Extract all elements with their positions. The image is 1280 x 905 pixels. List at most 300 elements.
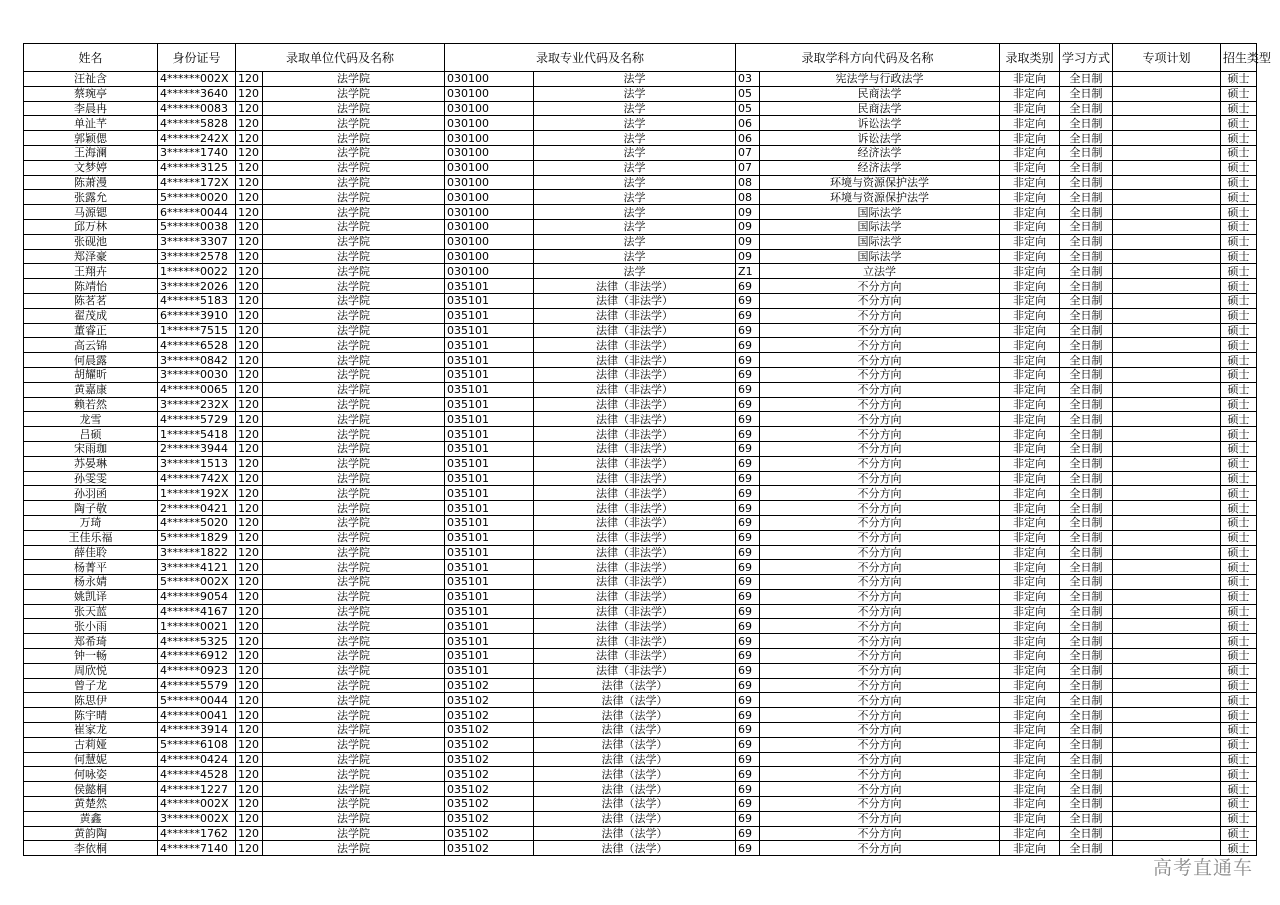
cell-major-name: 法律（法学）: [534, 826, 736, 841]
cell-name: 张天蓝: [24, 604, 158, 619]
cell-special-plan: [1113, 175, 1221, 190]
cell-direction-code: 69: [736, 397, 760, 412]
cell-major-code: 035101: [445, 604, 534, 619]
header-unit: 录取单位代码及名称: [236, 44, 445, 72]
cell-enrollment-type: 硕士: [1221, 663, 1257, 678]
table-row: [24, 723, 1257, 738]
cell-name: 万琦: [24, 515, 158, 530]
table-row: [24, 131, 1257, 146]
cell-unit-code: 120: [236, 190, 263, 205]
cell-unit-code: 120: [236, 471, 263, 486]
table-row: [24, 560, 1257, 575]
cell-name: 张露允: [24, 190, 158, 205]
cell-study-mode: 全日制: [1060, 752, 1113, 767]
cell-direction-code: 09: [736, 234, 760, 249]
cell-id-number: 4******4167: [158, 604, 236, 619]
cell-admission-type: 非定向: [1000, 441, 1060, 456]
table-row: [24, 619, 1257, 634]
cell-enrollment-type: 硕士: [1221, 515, 1257, 530]
cell-unit-code: 120: [236, 367, 263, 382]
cell-id-number: 4******002X: [158, 72, 236, 87]
cell-study-mode: 全日制: [1060, 160, 1113, 175]
cell-direction-code: 69: [736, 456, 760, 471]
cell-enrollment-type: 硕士: [1221, 367, 1257, 382]
cell-admission-type: 非定向: [1000, 841, 1060, 856]
cell-study-mode: 全日制: [1060, 101, 1113, 116]
cell-id-number: 2******3944: [158, 441, 236, 456]
cell-name: 杨永婧: [24, 575, 158, 590]
cell-direction-name: 民商法学: [760, 101, 1000, 116]
cell-id-number: 3******3307: [158, 234, 236, 249]
cell-study-mode: 全日制: [1060, 205, 1113, 220]
cell-id-number: 4******4528: [158, 767, 236, 782]
cell-enrollment-type: 硕士: [1221, 382, 1257, 397]
cell-name: 龙雪: [24, 412, 158, 427]
cell-special-plan: [1113, 234, 1221, 249]
cell-name: 李晨冉: [24, 101, 158, 116]
cell-unit-name: 法学院: [263, 604, 445, 619]
cell-major-code: 035101: [445, 412, 534, 427]
table-row: [24, 219, 1257, 234]
cell-unit-code: 120: [236, 293, 263, 308]
cell-unit-name: 法学院: [263, 382, 445, 397]
cell-name: 马源锶: [24, 205, 158, 220]
table-row: [24, 678, 1257, 693]
cell-unit-name: 法学院: [263, 782, 445, 797]
cell-id-number: 6******3910: [158, 308, 236, 323]
cell-special-plan: [1113, 486, 1221, 501]
watermark-text: 高考直通车: [1152, 857, 1253, 879]
cell-enrollment-type: 硕士: [1221, 575, 1257, 590]
cell-name: 宋雨珈: [24, 441, 158, 456]
cell-unit-code: 120: [236, 86, 263, 101]
cell-major-code: 035102: [445, 737, 534, 752]
table-row: [24, 190, 1257, 205]
cell-id-number: 4******7140: [158, 841, 236, 856]
cell-name: 胡耀昕: [24, 367, 158, 382]
cell-unit-code: 120: [236, 486, 263, 501]
cell-study-mode: 全日制: [1060, 515, 1113, 530]
cell-study-mode: 全日制: [1060, 782, 1113, 797]
cell-direction-name: 宪法学与行政法学: [760, 72, 1000, 87]
cell-special-plan: [1113, 427, 1221, 442]
cell-direction-code: 69: [736, 841, 760, 856]
cell-direction-name: 不分方向: [760, 663, 1000, 678]
cell-unit-name: 法学院: [263, 397, 445, 412]
cell-major-name: 法律（法学）: [534, 797, 736, 812]
cell-study-mode: 全日制: [1060, 589, 1113, 604]
cell-study-mode: 全日制: [1060, 86, 1113, 101]
cell-direction-name: 不分方向: [760, 501, 1000, 516]
cell-id-number: 4******1227: [158, 782, 236, 797]
cell-special-plan: [1113, 767, 1221, 782]
cell-study-mode: 全日制: [1060, 131, 1113, 146]
cell-admission-type: 非定向: [1000, 752, 1060, 767]
cell-major-name: 法学: [534, 190, 736, 205]
cell-admission-type: 非定向: [1000, 308, 1060, 323]
cell-special-plan: [1113, 782, 1221, 797]
cell-admission-type: 非定向: [1000, 663, 1060, 678]
cell-unit-name: 法学院: [263, 826, 445, 841]
cell-study-mode: 全日制: [1060, 501, 1113, 516]
cell-enrollment-type: 硕士: [1221, 145, 1257, 160]
cell-unit-code: 120: [236, 308, 263, 323]
cell-name: 郑泽豪: [24, 249, 158, 264]
cell-unit-name: 法学院: [263, 752, 445, 767]
cell-major-code: 035102: [445, 678, 534, 693]
cell-major-name: 法学: [534, 145, 736, 160]
cell-name: 周欣悦: [24, 663, 158, 678]
cell-direction-name: 民商法学: [760, 86, 1000, 101]
cell-direction-name: 经济法学: [760, 145, 1000, 160]
cell-admission-type: 非定向: [1000, 427, 1060, 442]
cell-direction-name: 不分方向: [760, 737, 1000, 752]
cell-direction-code: 69: [736, 619, 760, 634]
cell-unit-name: 法学院: [263, 589, 445, 604]
cell-name: 陶子敬: [24, 501, 158, 516]
cell-major-name: 法律（非法学）: [534, 619, 736, 634]
cell-unit-name: 法学院: [263, 530, 445, 545]
cell-id-number: 4******742X: [158, 471, 236, 486]
table-row: [24, 841, 1257, 856]
cell-enrollment-type: 硕士: [1221, 841, 1257, 856]
cell-name: 赖若然: [24, 397, 158, 412]
table-row: [24, 811, 1257, 826]
cell-direction-name: 不分方向: [760, 708, 1000, 723]
cell-major-code: 035101: [445, 382, 534, 397]
cell-direction-name: 不分方向: [760, 323, 1000, 338]
cell-major-name: 法律（非法学）: [534, 308, 736, 323]
cell-unit-code: 120: [236, 604, 263, 619]
cell-enrollment-type: 硕士: [1221, 101, 1257, 116]
cell-major-name: 法学: [534, 175, 736, 190]
cell-major-code: 030100: [445, 249, 534, 264]
cell-study-mode: 全日制: [1060, 767, 1113, 782]
cell-name: 何咏姿: [24, 767, 158, 782]
cell-study-mode: 全日制: [1060, 175, 1113, 190]
cell-major-code: 030100: [445, 86, 534, 101]
cell-enrollment-type: 硕士: [1221, 634, 1257, 649]
cell-special-plan: [1113, 678, 1221, 693]
cell-admission-type: 非定向: [1000, 293, 1060, 308]
cell-major-code: 035102: [445, 708, 534, 723]
cell-study-mode: 全日制: [1060, 797, 1113, 812]
cell-major-code: 030100: [445, 131, 534, 146]
cell-name: 侯懿桐: [24, 782, 158, 797]
cell-unit-name: 法学院: [263, 190, 445, 205]
cell-direction-name: 不分方向: [760, 811, 1000, 826]
cell-major-name: 法律（非法学）: [534, 589, 736, 604]
cell-unit-code: 120: [236, 234, 263, 249]
cell-major-code: 035102: [445, 767, 534, 782]
table-row: [24, 293, 1257, 308]
cell-direction-code: 69: [736, 323, 760, 338]
cell-admission-type: 非定向: [1000, 619, 1060, 634]
cell-enrollment-type: 硕士: [1221, 693, 1257, 708]
table-row: [24, 427, 1257, 442]
cell-id-number: 1******5418: [158, 427, 236, 442]
cell-enrollment-type: 硕士: [1221, 486, 1257, 501]
cell-name: 文梦婷: [24, 160, 158, 175]
cell-unit-name: 法学院: [263, 234, 445, 249]
cell-admission-type: 非定向: [1000, 353, 1060, 368]
cell-direction-code: 69: [736, 693, 760, 708]
cell-special-plan: [1113, 604, 1221, 619]
cell-admission-type: 非定向: [1000, 678, 1060, 693]
cell-study-mode: 全日制: [1060, 649, 1113, 664]
cell-admission-type: 非定向: [1000, 397, 1060, 412]
cell-enrollment-type: 硕士: [1221, 412, 1257, 427]
cell-direction-code: 69: [736, 353, 760, 368]
cell-id-number: 4******3914: [158, 723, 236, 738]
cell-id-number: 4******5729: [158, 412, 236, 427]
cell-special-plan: [1113, 382, 1221, 397]
cell-name: 吕硕: [24, 427, 158, 442]
cell-unit-code: 120: [236, 219, 263, 234]
cell-admission-type: 非定向: [1000, 72, 1060, 87]
cell-study-mode: 全日制: [1060, 545, 1113, 560]
cell-id-number: 3******1740: [158, 145, 236, 160]
cell-direction-code: 69: [736, 723, 760, 738]
cell-major-code: 035101: [445, 471, 534, 486]
cell-admission-type: 非定向: [1000, 723, 1060, 738]
cell-special-plan: [1113, 441, 1221, 456]
cell-major-name: 法律（法学）: [534, 811, 736, 826]
cell-id-number: 2******0421: [158, 501, 236, 516]
cell-unit-name: 法学院: [263, 131, 445, 146]
table-row: [24, 486, 1257, 501]
cell-study-mode: 全日制: [1060, 293, 1113, 308]
cell-enrollment-type: 硕士: [1221, 397, 1257, 412]
table-row: [24, 264, 1257, 279]
cell-major-code: 030100: [445, 190, 534, 205]
cell-study-mode: 全日制: [1060, 264, 1113, 279]
cell-study-mode: 全日制: [1060, 382, 1113, 397]
cell-special-plan: [1113, 219, 1221, 234]
cell-major-code: 035102: [445, 811, 534, 826]
table-row: [24, 708, 1257, 723]
cell-major-name: 法律（非法学）: [534, 545, 736, 560]
cell-unit-name: 法学院: [263, 427, 445, 442]
cell-special-plan: [1113, 589, 1221, 604]
cell-study-mode: 全日制: [1060, 723, 1113, 738]
cell-study-mode: 全日制: [1060, 737, 1113, 752]
cell-enrollment-type: 硕士: [1221, 234, 1257, 249]
table-row: [24, 234, 1257, 249]
cell-direction-name: 不分方向: [760, 279, 1000, 294]
cell-enrollment-type: 硕士: [1221, 456, 1257, 471]
cell-study-mode: 全日制: [1060, 397, 1113, 412]
cell-enrollment-type: 硕士: [1221, 545, 1257, 560]
cell-enrollment-type: 硕士: [1221, 116, 1257, 131]
cell-unit-code: 120: [236, 634, 263, 649]
cell-direction-name: 不分方向: [760, 367, 1000, 382]
cell-unit-code: 120: [236, 560, 263, 575]
cell-special-plan: [1113, 663, 1221, 678]
table-row: [24, 412, 1257, 427]
cell-direction-code: 09: [736, 219, 760, 234]
table-row: [24, 382, 1257, 397]
cell-study-mode: 全日制: [1060, 560, 1113, 575]
table-row: [24, 634, 1257, 649]
cell-direction-code: 69: [736, 589, 760, 604]
table-row: [24, 530, 1257, 545]
cell-major-code: 035101: [445, 427, 534, 442]
cell-unit-code: 120: [236, 72, 263, 87]
admission-table: [23, 43, 1272, 856]
cell-direction-code: 69: [736, 604, 760, 619]
table-row: [24, 471, 1257, 486]
cell-major-code: 035101: [445, 501, 534, 516]
cell-major-code: 030100: [445, 160, 534, 175]
cell-enrollment-type: 硕士: [1221, 264, 1257, 279]
cell-major-code: 035101: [445, 353, 534, 368]
table-row: [24, 737, 1257, 752]
cell-enrollment-type: 硕士: [1221, 649, 1257, 664]
cell-unit-name: 法学院: [263, 101, 445, 116]
cell-major-name: 法学: [534, 205, 736, 220]
cell-direction-name: 立法学: [760, 264, 1000, 279]
table-row: [24, 441, 1257, 456]
cell-special-plan: [1113, 619, 1221, 634]
cell-major-code: 035101: [445, 279, 534, 294]
cell-unit-name: 法学院: [263, 441, 445, 456]
cell-enrollment-type: 硕士: [1221, 308, 1257, 323]
cell-direction-name: 不分方向: [760, 441, 1000, 456]
cell-study-mode: 全日制: [1060, 619, 1113, 634]
cell-direction-name: 环境与资源保护法学: [760, 175, 1000, 190]
cell-enrollment-type: 硕士: [1221, 604, 1257, 619]
cell-unit-name: 法学院: [263, 649, 445, 664]
cell-study-mode: 全日制: [1060, 634, 1113, 649]
cell-major-name: 法律（法学）: [534, 737, 736, 752]
cell-major-name: 法律（非法学）: [534, 471, 736, 486]
cell-direction-name: 不分方向: [760, 412, 1000, 427]
cell-major-name: 法律（非法学）: [534, 515, 736, 530]
cell-major-code: 035101: [445, 545, 534, 560]
cell-enrollment-type: 硕士: [1221, 471, 1257, 486]
cell-direction-code: 69: [736, 575, 760, 590]
cell-enrollment-type: 硕士: [1221, 249, 1257, 264]
cell-direction-code: 69: [736, 515, 760, 530]
cell-direction-code: 08: [736, 175, 760, 190]
table-row: [24, 249, 1257, 264]
cell-unit-name: 法学院: [263, 279, 445, 294]
cell-special-plan: [1113, 649, 1221, 664]
cell-special-plan: [1113, 101, 1221, 116]
cell-name: 苏晏琳: [24, 456, 158, 471]
cell-study-mode: 全日制: [1060, 427, 1113, 442]
cell-unit-name: 法学院: [263, 264, 445, 279]
cell-admission-type: 非定向: [1000, 708, 1060, 723]
header-id-number: 身份证号: [158, 44, 236, 72]
cell-enrollment-type: 硕士: [1221, 501, 1257, 516]
cell-unit-code: 120: [236, 323, 263, 338]
cell-direction-name: 不分方向: [760, 382, 1000, 397]
cell-unit-name: 法学院: [263, 308, 445, 323]
cell-study-mode: 全日制: [1060, 308, 1113, 323]
cell-name: 曾子龙: [24, 678, 158, 693]
cell-enrollment-type: 硕士: [1221, 338, 1257, 353]
cell-direction-name: 不分方向: [760, 841, 1000, 856]
cell-admission-type: 非定向: [1000, 530, 1060, 545]
table-row: [24, 545, 1257, 560]
cell-admission-type: 非定向: [1000, 649, 1060, 664]
cell-major-name: 法律（法学）: [534, 708, 736, 723]
cell-special-plan: [1113, 249, 1221, 264]
cell-enrollment-type: 硕士: [1221, 175, 1257, 190]
cell-direction-code: 69: [736, 367, 760, 382]
cell-study-mode: 全日制: [1060, 693, 1113, 708]
cell-name: 董睿正: [24, 323, 158, 338]
cell-special-plan: [1113, 575, 1221, 590]
cell-major-name: 法律（法学）: [534, 678, 736, 693]
table-row: [24, 101, 1257, 116]
cell-unit-code: 120: [236, 441, 263, 456]
cell-major-code: 035101: [445, 456, 534, 471]
cell-special-plan: [1113, 811, 1221, 826]
cell-enrollment-type: 硕士: [1221, 797, 1257, 812]
cell-admission-type: 非定向: [1000, 826, 1060, 841]
cell-unit-name: 法学院: [263, 678, 445, 693]
cell-unit-code: 120: [236, 752, 263, 767]
cell-unit-name: 法学院: [263, 323, 445, 338]
cell-major-name: 法律（非法学）: [534, 353, 736, 368]
table-row: [24, 145, 1257, 160]
cell-unit-code: 120: [236, 826, 263, 841]
cell-name: 杨菁平: [24, 560, 158, 575]
header-name: 姓名: [24, 44, 158, 72]
cell-special-plan: [1113, 367, 1221, 382]
cell-unit-name: 法学院: [263, 86, 445, 101]
cell-id-number: 5******0038: [158, 219, 236, 234]
cell-id-number: 3******2578: [158, 249, 236, 264]
cell-admission-type: 非定向: [1000, 501, 1060, 516]
cell-major-code: 030100: [445, 175, 534, 190]
cell-id-number: 4******1762: [158, 826, 236, 841]
cell-unit-code: 120: [236, 145, 263, 160]
cell-major-name: 法律（非法学）: [534, 441, 736, 456]
cell-admission-type: 非定向: [1000, 575, 1060, 590]
cell-id-number: 3******232X: [158, 397, 236, 412]
cell-unit-name: 法学院: [263, 72, 445, 87]
cell-admission-type: 非定向: [1000, 382, 1060, 397]
cell-id-number: 3******0842: [158, 353, 236, 368]
cell-direction-code: 69: [736, 279, 760, 294]
cell-direction-name: 诉讼法学: [760, 116, 1000, 131]
cell-major-code: 035102: [445, 797, 534, 812]
header-major: 录取专业代码及名称: [445, 44, 736, 72]
cell-special-plan: [1113, 723, 1221, 738]
cell-major-name: 法学: [534, 101, 736, 116]
cell-major-name: 法学: [534, 72, 736, 87]
cell-name: 姚凯译: [24, 589, 158, 604]
cell-unit-name: 法学院: [263, 293, 445, 308]
cell-unit-name: 法学院: [263, 663, 445, 678]
cell-id-number: 4******5020: [158, 515, 236, 530]
cell-enrollment-type: 硕士: [1221, 826, 1257, 841]
cell-unit-code: 120: [236, 175, 263, 190]
cell-major-name: 法律（非法学）: [534, 412, 736, 427]
cell-major-code: 035101: [445, 530, 534, 545]
cell-direction-name: 诉讼法学: [760, 131, 1000, 146]
cell-enrollment-type: 硕士: [1221, 737, 1257, 752]
cell-unit-name: 法学院: [263, 367, 445, 382]
cell-id-number: 1******7515: [158, 323, 236, 338]
cell-unit-name: 法学院: [263, 575, 445, 590]
cell-direction-code: 69: [736, 338, 760, 353]
cell-name: 陈思伊: [24, 693, 158, 708]
